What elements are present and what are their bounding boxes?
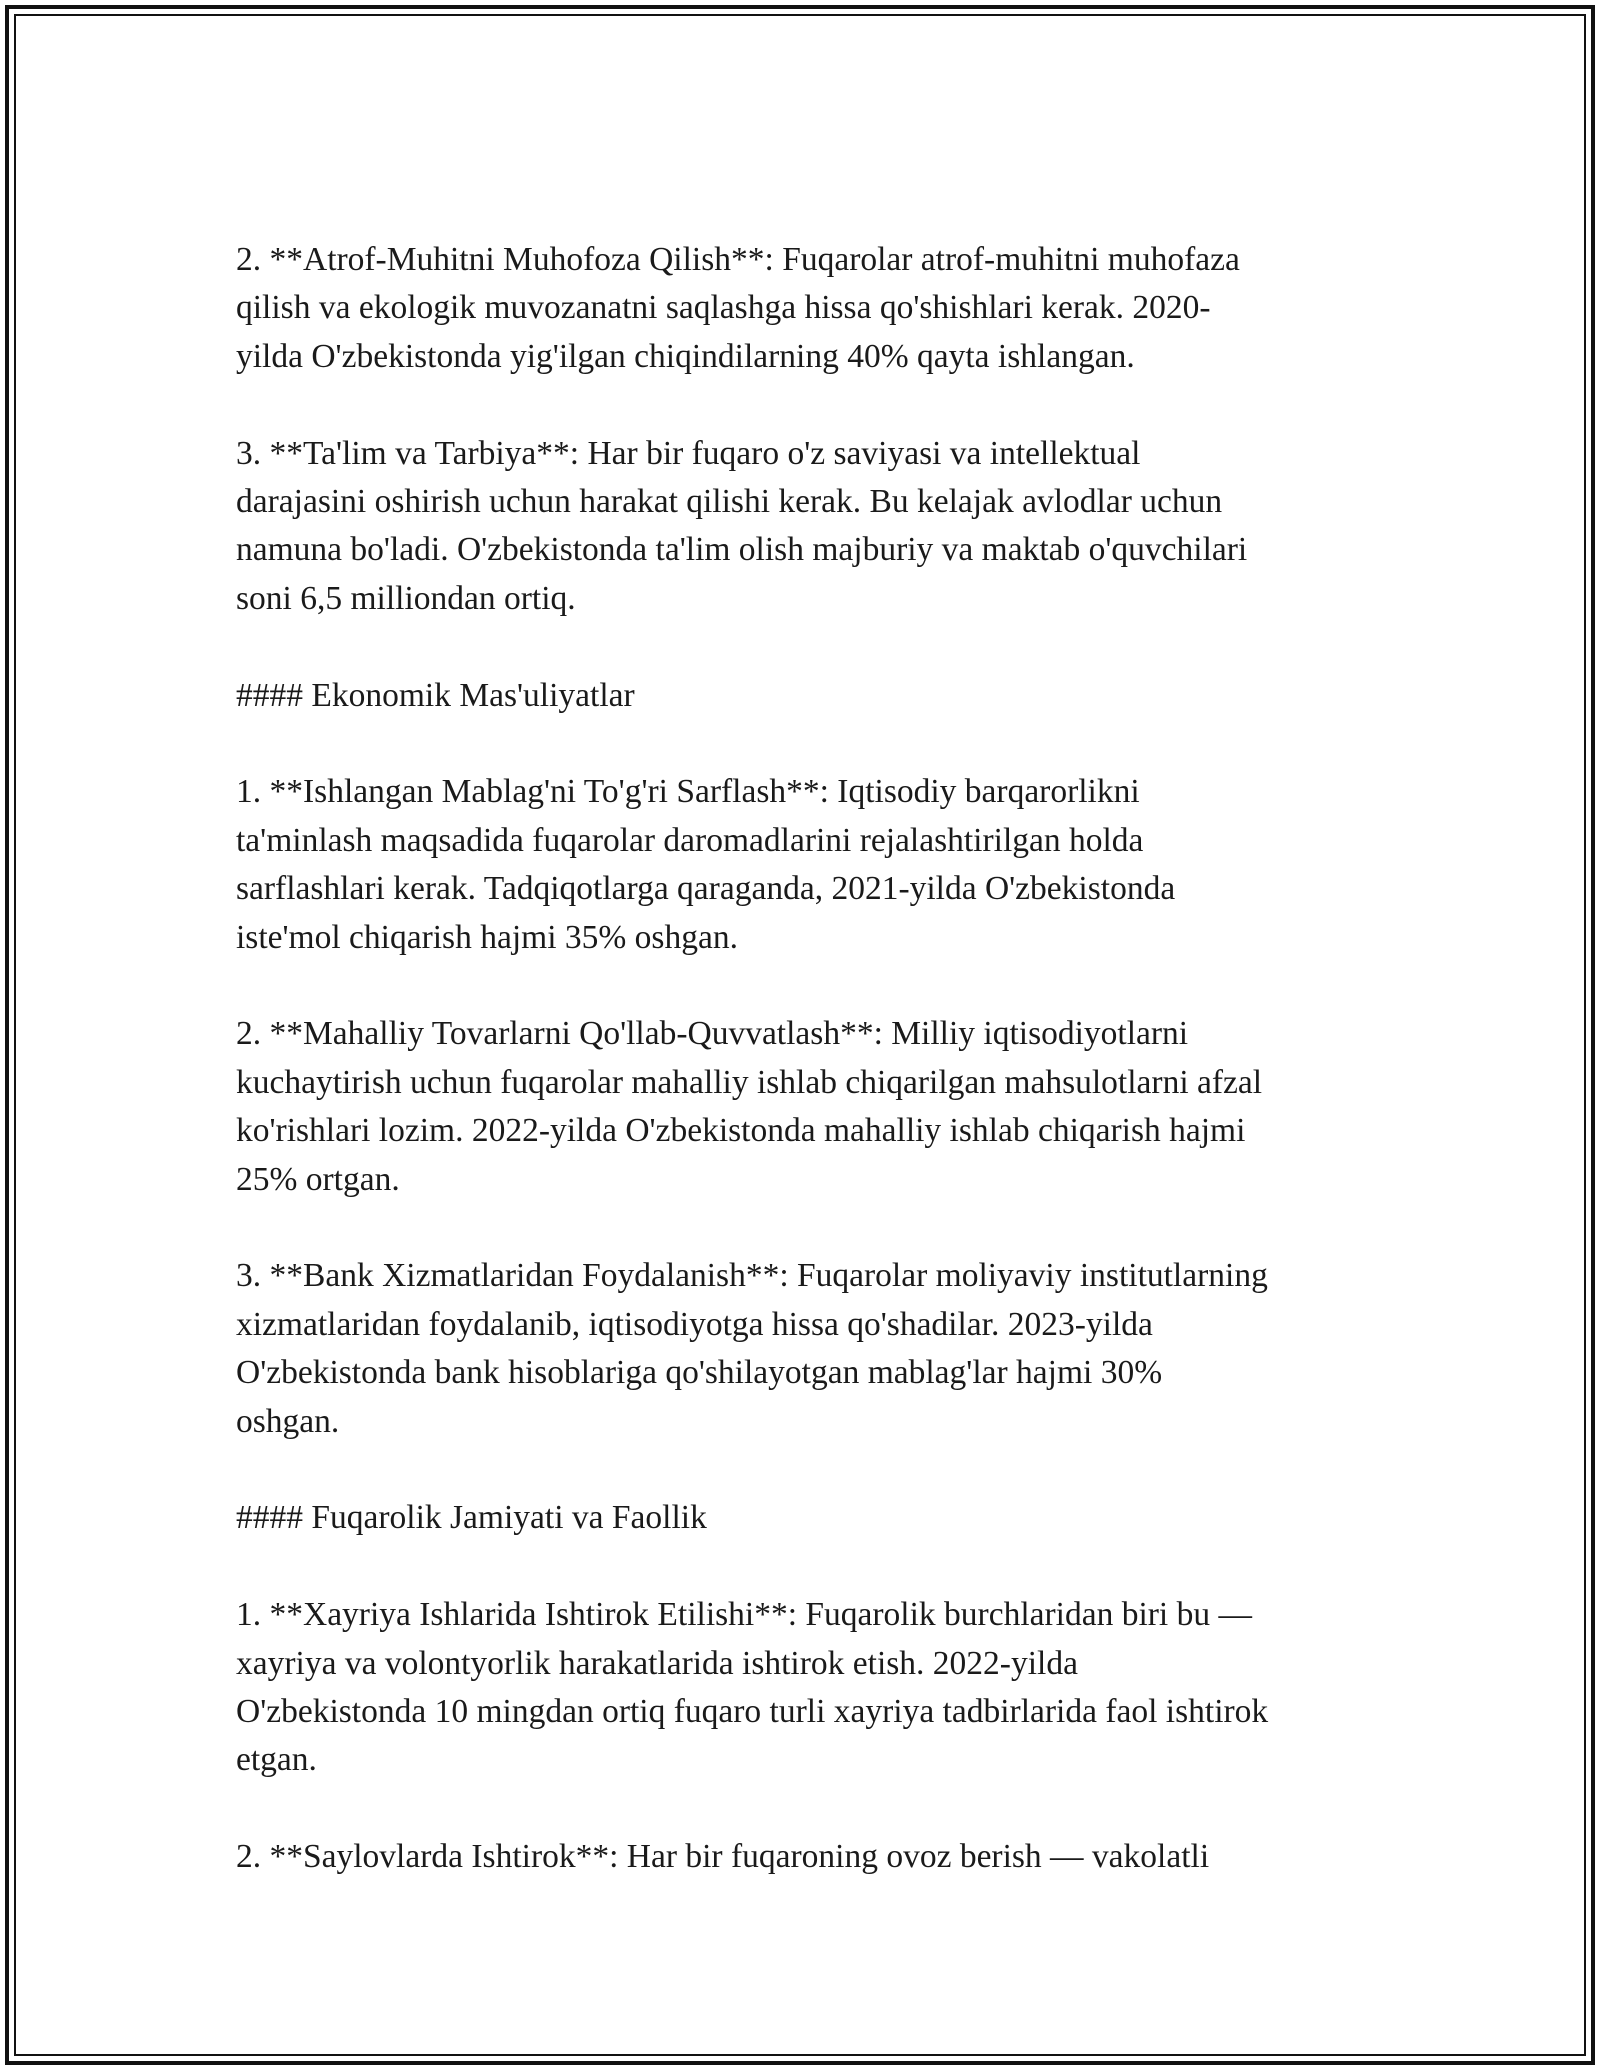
heading-civil-society: #### Fuqarolik Jamiyati va Faollik [236,1499,707,1537]
paragraph-local-goods: 2. **Mahalliy Tovarlarni Qo'llab-Quvvatlash**: Milliy iqtisodiyotlarni kuchaytirish uchun fuqarolar mahalliy ishlab chiqarilgan mahsulotlarni afzal ko'rishlari lozim. 2022-yilda O'zbekistonda mahalliy ishlab chiqarish hajmi 25% ortgan. [236,1015,1263,1198]
paragraph-education: 3. **Ta'lim va Tarbiya**: Har bir fuqaro o'z saviyasi va intellektual darajasini oshirish uchun harakat qilishi kerak. Bu kelajak avlodlar uchun namuna bo'ladi. O'zbekistonda ta'lim olish majburiy va maktab o'quvchilari soni 6,5 milliondan ortiq. [236,434,1248,617]
paragraph-charity: 1. **Xayriya Ishlarida Ishtirok Etilishi**: Fuqarolik burchlaridan biri bu — xayriya va volontyorlik harakatlarida ishtirok etish. 2022-yilda O'zbekistonda 10 mingdan ortiq fuqaro turli xayriya tadbirlarida faol ishtirok etgan. [236,1596,1269,1779]
paragraph-environment-protection: 2. **Atrof-Muhitni Muhofoza Qilish**: Fuqarolar atrof-muhitni muhofaza qilish va ekologik muvozanatni saqlashga hissa qo'shishlari kerak. 2020- yilda O'zbekistonda yig'ilgan chiqindilarning 40% qayta ishlangan. [236,241,1240,375]
paragraph-bank-services: 3. **Bank Xizmatlaridan Foydalanish**: Fuqarolar moliyaviy institutlarning xizmatlaridan foydalanib, iqtisodiyotga hissa qo'shadilar. 2023-yilda O'zbekistonda bank hisoblariga qo'shilayotgan mablag'lar hajmi 30% oshgan. [236,1257,1268,1440]
paragraph-elections: 2. **Saylovlarda Ishtirok**: Har bir fuqaroning ovoz berish — vakolatli [236,1838,1210,1876]
heading-economic-responsibilities: #### Ekonomik Mas'uliyatlar [236,676,635,714]
paragraph-spending: 1. **Ishlangan Mablag'ni To'g'ri Sarflash**: Iqtisodiy barqarorlikni ta'minlash maqsadida fuqarolar daromadlarini rejalashtirilgan holda sarflashlari kerak. Tadqiqotlarga qaraganda, 2021-yilda O'zbekistonda iste'mol chiqarish hajmi 35% oshgan. [236,773,1176,956]
document-body [236,236,1376,1930]
